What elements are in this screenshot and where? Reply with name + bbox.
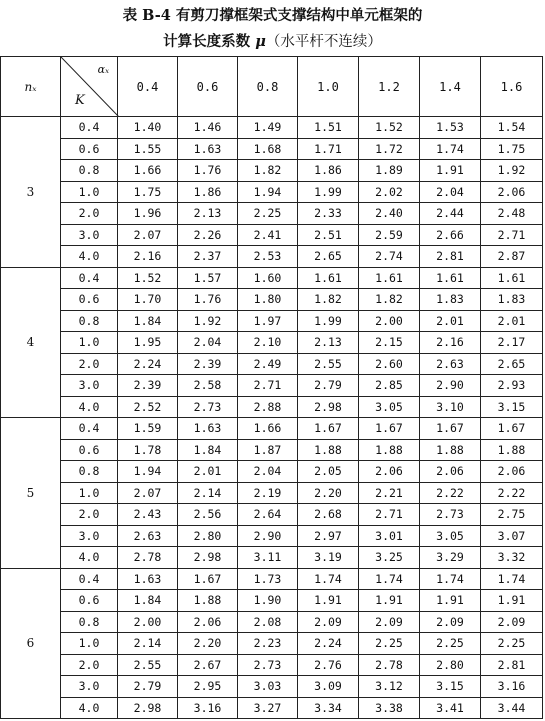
mu-value: 1.51 xyxy=(298,117,359,139)
mu-value: 2.78 xyxy=(118,547,178,569)
alpha-header: αₓ xyxy=(97,63,109,76)
mu-value: 2.53 xyxy=(238,246,298,268)
mu-value: 2.06 xyxy=(178,611,238,633)
mu-value: 1.83 xyxy=(420,289,481,311)
mu-value: 2.98 xyxy=(118,697,178,719)
mu-value: 1.55 xyxy=(118,138,178,160)
mu-value: 1.80 xyxy=(238,289,298,311)
mu-value: 2.08 xyxy=(238,611,298,633)
mu-value: 3.16 xyxy=(178,697,238,719)
mu-value: 2.65 xyxy=(298,246,359,268)
mu-value: 3.25 xyxy=(359,547,420,569)
mu-value: 2.85 xyxy=(359,375,420,397)
mu-value: 1.88 xyxy=(298,439,359,461)
mu-value: 2.01 xyxy=(178,461,238,483)
mu-value: 1.91 xyxy=(359,590,420,612)
k-value: 3.0 xyxy=(61,375,118,397)
mu-value: 2.14 xyxy=(118,633,178,655)
mu-value: 2.01 xyxy=(481,310,543,332)
mu-value: 2.25 xyxy=(481,633,543,655)
nx-header: nₓ xyxy=(1,57,61,117)
mu-value: 1.57 xyxy=(178,267,238,289)
subtitle-note: （水平杆不连续） xyxy=(265,34,382,50)
mu-value: 3.01 xyxy=(359,525,420,547)
k-value: 1.0 xyxy=(61,482,118,504)
k-value: 4.0 xyxy=(61,246,118,268)
alpha-column-header: 1.4 xyxy=(420,57,481,117)
mu-value: 3.15 xyxy=(481,396,543,418)
mu-value: 2.24 xyxy=(298,633,359,655)
k-value: 1.0 xyxy=(61,332,118,354)
k-value: 0.4 xyxy=(61,117,118,139)
mu-value: 1.91 xyxy=(481,590,543,612)
k-value: 0.8 xyxy=(61,461,118,483)
table-row xyxy=(1,590,543,612)
subtitle-prefix: 计算长度系数 xyxy=(163,33,256,50)
mu-value: 1.59 xyxy=(118,418,178,440)
k-value: 0.6 xyxy=(61,590,118,612)
alpha-column-header: 1.6 xyxy=(481,57,543,117)
mu-value: 2.80 xyxy=(178,525,238,547)
mu-value: 2.20 xyxy=(298,482,359,504)
mu-value: 2.09 xyxy=(420,611,481,633)
mu-value: 1.74 xyxy=(420,138,481,160)
mu-value: 1.46 xyxy=(178,117,238,139)
mu-value: 2.25 xyxy=(238,203,298,225)
mu-value: 1.40 xyxy=(118,117,178,139)
k-value: 0.8 xyxy=(61,310,118,332)
table-row xyxy=(1,482,543,504)
mu-value: 2.87 xyxy=(481,246,543,268)
table-row xyxy=(1,633,543,655)
table-row xyxy=(1,246,543,268)
table-row xyxy=(1,181,543,203)
mu-value: 2.95 xyxy=(178,676,238,698)
k-value: 2.0 xyxy=(61,203,118,225)
mu-value: 2.00 xyxy=(118,611,178,633)
mu-value: 2.25 xyxy=(359,633,420,655)
mu-value: 2.97 xyxy=(298,525,359,547)
mu-value: 1.67 xyxy=(481,418,543,440)
mu-value: 1.94 xyxy=(238,181,298,203)
mu-value: 2.16 xyxy=(118,246,178,268)
mu-value: 2.05 xyxy=(298,461,359,483)
mu-value: 2.79 xyxy=(298,375,359,397)
mu-value: 2.17 xyxy=(481,332,543,354)
table-row xyxy=(1,697,543,719)
mu-value: 1.75 xyxy=(481,138,543,160)
k-value: 0.4 xyxy=(61,267,118,289)
mu-value: 2.49 xyxy=(238,353,298,375)
mu-value: 2.26 xyxy=(178,224,238,246)
mu-value: 1.61 xyxy=(481,267,543,289)
mu-value: 1.95 xyxy=(118,332,178,354)
k-value: 2.0 xyxy=(61,353,118,375)
table-row xyxy=(1,267,543,289)
k-value: 0.6 xyxy=(61,289,118,311)
mu-value: 1.63 xyxy=(118,568,178,590)
k-value: 0.6 xyxy=(61,439,118,461)
mu-value: 2.01 xyxy=(420,310,481,332)
table-row xyxy=(1,160,543,182)
mu-value: 2.04 xyxy=(420,181,481,203)
table-row xyxy=(1,418,543,440)
mu-value: 3.29 xyxy=(420,547,481,569)
mu-value: 2.13 xyxy=(298,332,359,354)
mu-value: 2.55 xyxy=(298,353,359,375)
mu-value: 2.33 xyxy=(298,203,359,225)
mu-value: 1.97 xyxy=(238,310,298,332)
mu-value: 1.67 xyxy=(178,568,238,590)
mu-value: 2.00 xyxy=(359,310,420,332)
mu-value: 2.98 xyxy=(298,396,359,418)
nx-value: 5 xyxy=(1,418,61,569)
mu-value: 2.37 xyxy=(178,246,238,268)
k-value: 4.0 xyxy=(61,697,118,719)
k-value: 2.0 xyxy=(61,654,118,676)
mu-value: 3.07 xyxy=(481,525,543,547)
mu-value: 2.24 xyxy=(118,353,178,375)
table-subtitle xyxy=(0,30,545,51)
mu-value: 1.61 xyxy=(420,267,481,289)
mu-value: 1.88 xyxy=(481,439,543,461)
mu-value: 2.15 xyxy=(359,332,420,354)
k-value: 3.0 xyxy=(61,525,118,547)
alpha-column-header: 1.2 xyxy=(359,57,420,117)
mu-value: 3.32 xyxy=(481,547,543,569)
mu-value: 1.92 xyxy=(178,310,238,332)
mu-value: 2.93 xyxy=(481,375,543,397)
mu-value: 1.84 xyxy=(118,310,178,332)
table-row xyxy=(1,203,543,225)
mu-value: 2.55 xyxy=(118,654,178,676)
table-row xyxy=(1,547,543,569)
mu-value: 1.76 xyxy=(178,160,238,182)
mu-value: 1.82 xyxy=(238,160,298,182)
mu-value: 2.78 xyxy=(359,654,420,676)
alpha-column-header: 0.8 xyxy=(238,57,298,117)
mu-value: 1.90 xyxy=(238,590,298,612)
mu-value: 2.39 xyxy=(118,375,178,397)
mu-value: 2.51 xyxy=(298,224,359,246)
mu-value: 1.86 xyxy=(298,160,359,182)
k-value: 1.0 xyxy=(61,181,118,203)
k-value: 4.0 xyxy=(61,396,118,418)
mu-value: 2.58 xyxy=(178,375,238,397)
mu-value: 1.83 xyxy=(481,289,543,311)
mu-value: 1.88 xyxy=(178,590,238,612)
table-row xyxy=(1,439,543,461)
mu-value: 2.71 xyxy=(359,504,420,526)
mu-value: 2.16 xyxy=(420,332,481,354)
table-title: 表 B-4 有剪刀撑框架式支撑结构中单元框架的 xyxy=(122,7,423,24)
mu-value: 1.92 xyxy=(481,160,543,182)
mu-value: 3.16 xyxy=(481,676,543,698)
k-value: 0.4 xyxy=(61,568,118,590)
mu-value: 1.99 xyxy=(298,310,359,332)
mu-value: 3.09 xyxy=(298,676,359,698)
mu-value: 1.96 xyxy=(118,203,178,225)
mu-value: 1.52 xyxy=(118,267,178,289)
mu-value: 3.44 xyxy=(481,697,543,719)
mu-value: 2.59 xyxy=(359,224,420,246)
nx-value: 4 xyxy=(1,267,61,418)
mu-value: 2.07 xyxy=(118,482,178,504)
k-header: K xyxy=(75,93,85,108)
mu-value: 2.56 xyxy=(178,504,238,526)
mu-value: 1.74 xyxy=(420,568,481,590)
mu-value: 1.53 xyxy=(420,117,481,139)
diagonal-header-cell xyxy=(61,57,118,117)
nx-value: 3 xyxy=(1,117,61,268)
mu-value: 3.10 xyxy=(420,396,481,418)
mu-value: 2.14 xyxy=(178,482,238,504)
table-row xyxy=(1,224,543,246)
table-row xyxy=(1,461,543,483)
diagonal-line xyxy=(61,57,119,117)
alpha-column-header: 0.4 xyxy=(118,57,178,117)
coefficient-table xyxy=(0,56,543,719)
mu-value: 3.05 xyxy=(420,525,481,547)
mu-value: 2.75 xyxy=(481,504,543,526)
mu-value: 2.88 xyxy=(238,396,298,418)
table-row xyxy=(1,504,543,526)
k-value: 0.8 xyxy=(61,160,118,182)
mu-value: 1.74 xyxy=(298,568,359,590)
mu-value: 1.61 xyxy=(298,267,359,289)
mu-value: 2.71 xyxy=(238,375,298,397)
mu-value: 1.88 xyxy=(420,439,481,461)
mu-value: 1.49 xyxy=(238,117,298,139)
mu-value: 1.88 xyxy=(359,439,420,461)
mu-value: 2.41 xyxy=(238,224,298,246)
mu-value: 1.63 xyxy=(178,138,238,160)
mu-value: 1.67 xyxy=(359,418,420,440)
mu-value: 2.48 xyxy=(481,203,543,225)
mu-value: 1.94 xyxy=(118,461,178,483)
mu-value: 1.82 xyxy=(359,289,420,311)
nx-value: 6 xyxy=(1,568,61,719)
k-value: 0.6 xyxy=(61,138,118,160)
k-value: 1.0 xyxy=(61,633,118,655)
mu-value: 3.03 xyxy=(238,676,298,698)
mu-value: 3.19 xyxy=(298,547,359,569)
mu-value: 2.67 xyxy=(178,654,238,676)
table-row xyxy=(1,332,543,354)
mu-value: 1.66 xyxy=(118,160,178,182)
mu-value: 2.90 xyxy=(420,375,481,397)
mu-value: 2.02 xyxy=(359,181,420,203)
mu-value: 2.39 xyxy=(178,353,238,375)
mu-value: 1.71 xyxy=(298,138,359,160)
mu-value: 3.38 xyxy=(359,697,420,719)
mu-value: 2.21 xyxy=(359,482,420,504)
mu-value: 1.76 xyxy=(178,289,238,311)
mu-value: 2.06 xyxy=(481,461,543,483)
mu-value: 2.68 xyxy=(298,504,359,526)
mu-value: 2.07 xyxy=(118,224,178,246)
mu-value: 1.61 xyxy=(359,267,420,289)
mu-value: 1.73 xyxy=(238,568,298,590)
table-row xyxy=(1,138,543,160)
mu-value: 2.63 xyxy=(420,353,481,375)
k-value: 0.4 xyxy=(61,418,118,440)
mu-value: 2.04 xyxy=(238,461,298,483)
k-value: 0.8 xyxy=(61,611,118,633)
mu-value: 1.78 xyxy=(118,439,178,461)
table-row xyxy=(1,676,543,698)
mu-value: 1.74 xyxy=(481,568,543,590)
table-row xyxy=(1,396,543,418)
mu-value: 2.63 xyxy=(118,525,178,547)
mu-value: 3.05 xyxy=(359,396,420,418)
table-row xyxy=(1,353,543,375)
mu-value: 2.73 xyxy=(178,396,238,418)
mu-value: 1.84 xyxy=(118,590,178,612)
mu-value: 1.99 xyxy=(298,181,359,203)
mu-value: 2.22 xyxy=(420,482,481,504)
mu-value: 2.90 xyxy=(238,525,298,547)
mu-value: 3.41 xyxy=(420,697,481,719)
mu-value: 1.72 xyxy=(359,138,420,160)
mu-value: 3.12 xyxy=(359,676,420,698)
mu-value: 1.87 xyxy=(238,439,298,461)
mu-value: 1.70 xyxy=(118,289,178,311)
mu-value: 2.40 xyxy=(359,203,420,225)
mu-value: 2.19 xyxy=(238,482,298,504)
mu-value: 1.91 xyxy=(420,590,481,612)
mu-value: 2.98 xyxy=(178,547,238,569)
mu-value: 2.64 xyxy=(238,504,298,526)
mu-value: 2.79 xyxy=(118,676,178,698)
mu-value: 1.67 xyxy=(420,418,481,440)
table-row xyxy=(1,289,543,311)
mu-value: 2.81 xyxy=(481,654,543,676)
mu-value: 2.20 xyxy=(178,633,238,655)
mu-value: 1.52 xyxy=(359,117,420,139)
mu-value: 2.71 xyxy=(481,224,543,246)
table-row xyxy=(1,310,543,332)
k-value: 3.0 xyxy=(61,676,118,698)
mu-value: 2.60 xyxy=(359,353,420,375)
mu-value: 1.84 xyxy=(178,439,238,461)
mu-value: 2.73 xyxy=(238,654,298,676)
table-row xyxy=(1,568,543,590)
mu-value: 2.09 xyxy=(481,611,543,633)
alpha-column-header: 0.6 xyxy=(178,57,238,117)
mu-value: 1.91 xyxy=(298,590,359,612)
mu-value: 3.34 xyxy=(298,697,359,719)
alpha-column-header: 1.0 xyxy=(298,57,359,117)
mu-value: 2.80 xyxy=(420,654,481,676)
mu-value: 3.11 xyxy=(238,547,298,569)
mu-value: 2.81 xyxy=(420,246,481,268)
mu-value: 2.25 xyxy=(420,633,481,655)
mu-value: 1.74 xyxy=(359,568,420,590)
mu-value: 2.06 xyxy=(359,461,420,483)
mu-value: 1.68 xyxy=(238,138,298,160)
mu-value: 2.06 xyxy=(481,181,543,203)
mu-value: 2.04 xyxy=(178,332,238,354)
mu-value: 2.13 xyxy=(178,203,238,225)
mu-value: 2.73 xyxy=(420,504,481,526)
table-row xyxy=(1,611,543,633)
mu-value: 1.82 xyxy=(298,289,359,311)
mu-value: 1.89 xyxy=(359,160,420,182)
mu-value: 1.54 xyxy=(481,117,543,139)
mu-value: 3.15 xyxy=(420,676,481,698)
mu-value: 2.43 xyxy=(118,504,178,526)
mu-value: 2.66 xyxy=(420,224,481,246)
mu-value: 1.63 xyxy=(178,418,238,440)
mu-value: 1.67 xyxy=(298,418,359,440)
mu-value: 2.06 xyxy=(420,461,481,483)
mu-value: 2.09 xyxy=(298,611,359,633)
table-row xyxy=(1,375,543,397)
k-value: 2.0 xyxy=(61,504,118,526)
mu-value: 2.65 xyxy=(481,353,543,375)
table-row xyxy=(1,525,543,547)
k-value: 4.0 xyxy=(61,547,118,569)
mu-symbol: μ xyxy=(255,33,266,50)
mu-value: 1.86 xyxy=(178,181,238,203)
mu-value: 1.60 xyxy=(238,267,298,289)
mu-value: 2.10 xyxy=(238,332,298,354)
mu-value: 1.75 xyxy=(118,181,178,203)
k-value: 3.0 xyxy=(61,224,118,246)
mu-value: 3.27 xyxy=(238,697,298,719)
mu-value: 2.44 xyxy=(420,203,481,225)
mu-value: 2.74 xyxy=(359,246,420,268)
mu-value: 2.76 xyxy=(298,654,359,676)
mu-value: 2.23 xyxy=(238,633,298,655)
mu-value: 2.22 xyxy=(481,482,543,504)
header-row xyxy=(1,57,543,117)
mu-value: 2.52 xyxy=(118,396,178,418)
mu-value: 1.91 xyxy=(420,160,481,182)
mu-value: 2.09 xyxy=(359,611,420,633)
table-row xyxy=(1,654,543,676)
table-row xyxy=(1,117,543,139)
mu-value: 1.66 xyxy=(238,418,298,440)
